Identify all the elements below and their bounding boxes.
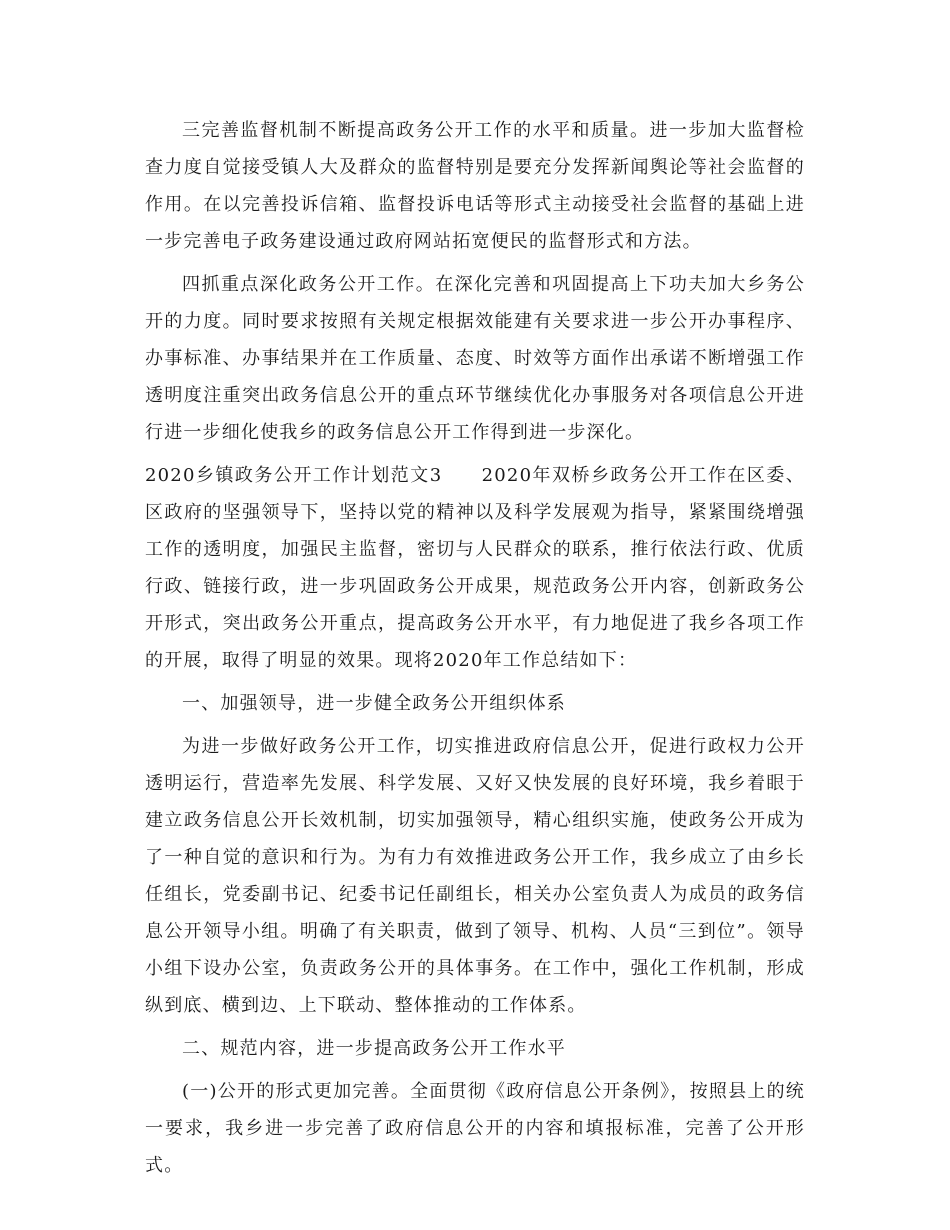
- paragraph-disclosure-form: (一)公开的形式更加完善。全面贯彻《政府信息公开条例》，按照县上的统一要求，我乡进一步完善了政府信息公开的内容和填报标准，完善了公开形式。: [145, 1081, 805, 1176]
- paragraph-supervision-mechanism: 三完善监督机制不断提高政务公开工作的水平和质量。进一步加大监督检查力度自觉接受镇人大及群众的监督特别是要充分发挥新闻舆论等社会监督的作用。在以完善投诉信箱、监督投诉电话等形式主动接受社会监督的基础上进一步完善电子政务建设通过政府网站拓宽便民的监督形式和方法。: [145, 120, 805, 252]
- section-heading-leadership: 一、加强领导，进一步健全政务公开组织体系: [182, 693, 566, 714]
- paragraph-plan-sample-3: 2020乡镇政务公开工作计划范文3 2020年双桥乡政务公开工作在区委、区政府的坚强领导下，坚持以党的精神以及科学发展观为指导，紧紧围绕增强工作的透明度，加强民主监督，密切与人民群众的联系，推行依法行政、优质行政、链接行政，进一步巩固政务公开成果，规范政务公开内容，创新政务公开形式，突出政务公开重点，提高政务公开水平，有力地促进了我乡各项工作的开展，取得了明显的效果。现将2020年工作总结如下：: [145, 465, 805, 671]
- section-heading-standardize-content: 二、规范内容，进一步提高政务公开工作水平: [182, 1038, 566, 1059]
- paragraph-leadership: 为进一步做好政务公开工作，切实推进政府信息公开，促进行政权力公开透明运行，营造率先发展、科学发展、又好又快发展的良好环境，我乡着眼于建立政务信息公开长效机制，切实加强领导，精心组织实施，使政务公开成为了一种自觉的意识和行为。为有力有效推进政务公开工作，我乡成立了由乡长任组长，党委副书记、纪委书记任副组长，相关办公室负责人为成员的政务信息公开领导小组。明确了有关职责，做到了领导、机构、人员“三到位”。领导小组下设办公室，负责政务公开的具体事务。在工作中，强化工作机制，形成纵到底、横到边、上下联动、整体推动的工作体系。: [145, 736, 805, 1016]
- document-page: [145, 112, 805, 1190]
- paragraph-key-points: 四抓重点深化政务公开工作。在深化完善和巩固提高上下功夫加大乡务公开的力度。同时要求按照有关规定根据效能建有关要求进一步公开办事程序、办事标准、办事结果并在工作质量、态度、时效等方面作出承诺不断增强工作透明度注重突出政务信息公开的重点环节继续优化办事服务对各项信息公开进行进一步细化使我乡的政务信息公开工作得到进一步深化。: [145, 274, 805, 443]
